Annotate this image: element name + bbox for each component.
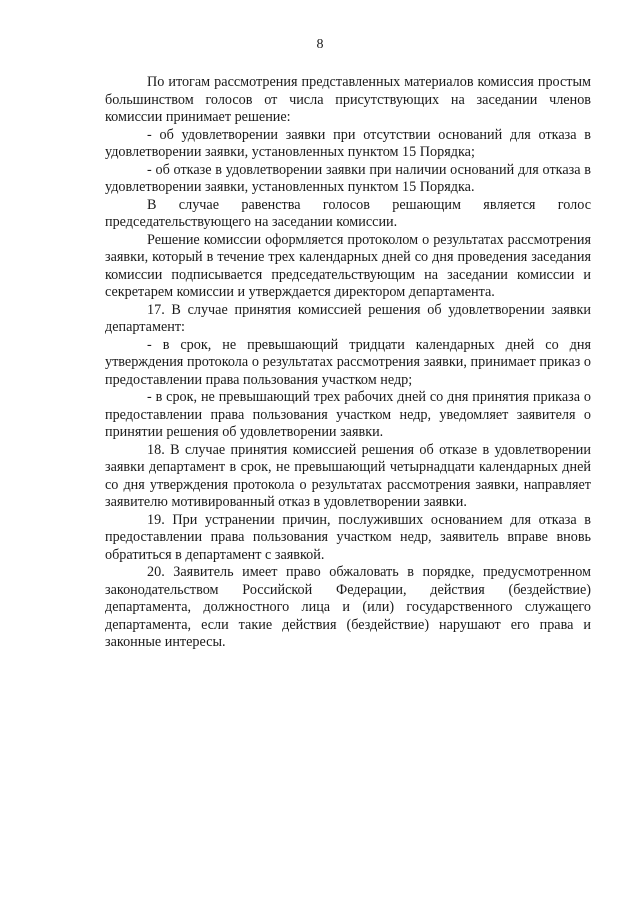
paragraph-item-18: 18. В случае принятия комиссией решения об отказе в удовлетворении заявки департамент в срок, не превышающий четырнадцати календарных дней со дня утверждения протокола о результатах рассмотрения заявки, направляет заявителю мотивированный отказ в удовлетворении заявки. bbox=[105, 441, 591, 510]
paragraph-item-20: 20. Заявитель имеет право обжаловать в порядке, предусмотренном законодательством Российской Федерации, действия (бездействие) департамента, должностного лица и (или) государственного служащего департамента, если такие действия (бездействие) нарушают его права и законные интересы. bbox=[105, 564, 591, 650]
paragraph-item-17: 17. В случае принятия комиссией решения об удовлетворении заявки департамент: bbox=[105, 301, 591, 335]
paragraph-protocol: Решение комиссии оформляется протоколом о результатах рассмотрения заявки, который в течение трех календарных дней со дня проведения заседания комиссии подписывается председательствующим на заседании комиссии и секретарем комиссии и утверждается директором департамента. bbox=[105, 231, 591, 300]
paragraph-item-17-notify: - в срок, не превышающий трех рабочих дней со дня принятия приказа о предоставлении права пользования участком недр, уведомляет заявителя о принятии решения об удовлетворении заявки. bbox=[105, 389, 591, 440]
document-body bbox=[105, 74, 591, 652]
paragraph-commission-decision: По итогам рассмотрения представленных материалов комиссия простым большинством голосов от числа присутствующих на заседании членов комиссии принимает решение: bbox=[105, 74, 591, 125]
paragraph-reject-option: - об отказе в удовлетворении заявки при наличии оснований для отказа в удовлетворении заявки, установленных пунктом 15 Порядка. bbox=[105, 161, 591, 195]
paragraph-item-17-order: - в срок, не превышающий тридцати календарных дней со дня утверждения протокола о результатах рассмотрения заявки, принимает приказ о предоставлении права пользования участком недр; bbox=[105, 336, 591, 388]
paragraph-item-19: 19. При устранении причин, послуживших основанием для отказа в предоставлении права пользования участком недр, заявитель вправе вновь обратиться в департамент с заявкой. bbox=[105, 511, 591, 563]
paragraph-approve-option: - об удовлетворении заявки при отсутствии оснований для отказа в удовлетворении заявки, установленных пунктом 15 Порядка; bbox=[105, 126, 591, 160]
paragraph-tie-vote: В случае равенства голосов решающим является голос председательствующего на заседании комиссии. bbox=[105, 196, 591, 230]
page-number: 8 bbox=[316, 37, 324, 52]
